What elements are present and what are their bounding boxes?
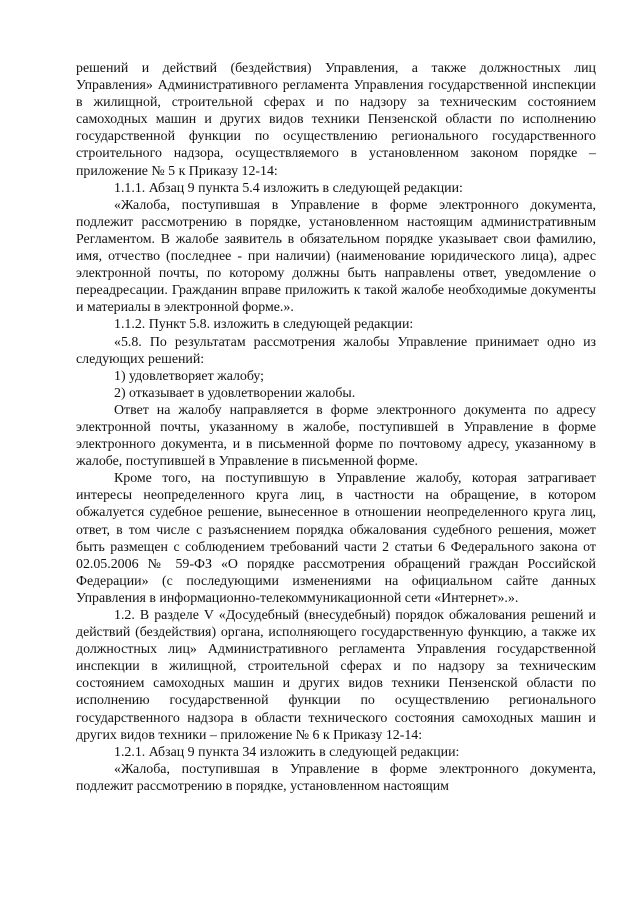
paragraph-1-1-1-heading: 1.1.1. Абзац 9 пункта 5.4 изложить в следующей редакции: [114,180,463,196]
paragraph-1-2: 1.2. В разделе V «Досудебный (внесудебный) порядок обжалования решений и действий (бездействия) органа, исполняющего государственную функцию, а также их должностных лиц» Административного регламента Управления государственной инспекции в жилищной, строительной сферах и по надзору за техническим состоянием самоходных машин и других видов техники Пензенской области по исполнению государственной функции по осуществлению регионального государственного надзора в области технического состояния самоходных машин и других видов техники – приложение № 6 к Приказу 12-14: [76,608,596,743]
paragraph-1-2-1-heading: 1.2.1. Абзац 9 пункта 34 изложить в следующей редакции: [114,744,460,760]
paragraph-complaint-electronic: «Жалоба, поступившая в Управление в форме электронного документа, подлежит рассмотрению в порядке, установленном настоящим административным Регламентом. В жалобе заявитель в обязательном порядке указывает свои фамилию, имя, отчество (последнее - при наличии) (наименование юридического лица), адрес электронной почты, по которому должны быть направлены ответ, уведомление о переадресации. Гражданин вправе приложить к такой жалобе необходимые документы и материалы в электронной форме.». [76,197,596,316]
list-item-refuses: 2) отказывает в удовлетворении жалобы. [114,385,356,401]
paragraph-complaint-electronic-2: «Жалоба, поступившая в Управление в форме электронного документа, подлежит рассмотрению в порядке, установленном настоящим [76,761,596,794]
paragraph-response: Ответ на жалобу направляется в форме электронного документа по адресу электронной почты, указанному в жалобе, поступившей в Управление в форме электронного документа, и в письменной форме по почтовому адресу, указанному в жалобе, поступившей в Управление в письменной форме. [76,402,596,470]
paragraph-additionally: Кроме того, на поступившую в Управление жалобу, которая затрагивает интересы неопределенного круга лиц, в частности на обращение, в котором обжалуется судебное решение, вынесенное в отношении неопределенного круга лиц, ответ, в том числе с разъяснением порядка обжалования судебного решения, может быть размещен с соблюдением требований части 2 статьи 6 Федерального закона от 02.05.2006 № 59-ФЗ «О порядке рассмотрения обращений граждан Российской Федерации» (с последующими изменениями на официальном сайте данных Управления в информационно-телекоммуникационной сети «Интернет».». [76,471,596,606]
paragraph-continuation: решений и действий (бездействия) Управления, а также должностных лиц Управления» Административного регламента Управления государственной инспекции в жилищной, строительной сферах и по надзору за техническим состоянием самоходных машин и других видов техники Пензенской области по исполнению государственной функции по осуществлению регионального государственного строительного надзора, осуществляемого в установленном законом порядке – приложение № 5 к Приказу 12-14: [76,61,596,179]
list-item-satisfies: 1) удовлетворяет жалобу; [114,368,265,384]
document-page [76,60,596,795]
paragraph-5-8: «5.8. По результатам рассмотрения жалобы Управление принимает одно из следующих решений: [76,334,596,367]
paragraph-1-1-2-heading: 1.1.2. Пункт 5.8. изложить в следующей редакции: [114,317,414,333]
